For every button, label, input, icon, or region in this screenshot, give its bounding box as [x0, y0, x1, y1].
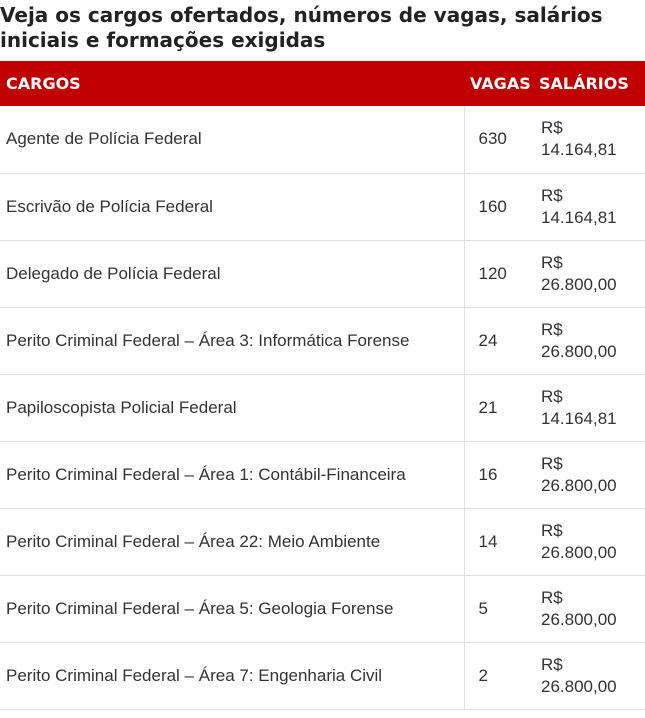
table-body [0, 106, 645, 709]
cargo-cell: Perito Criminal Federal – Área 1: Contábil-Financeira [0, 441, 464, 508]
table-row [0, 374, 645, 441]
salario-value: 26.800,00 [541, 542, 617, 562]
vagas-cell: 120 [478, 263, 507, 283]
salario-cell [533, 240, 645, 307]
salario-cell [533, 374, 645, 441]
salario-cell [533, 106, 645, 173]
salario-currency: R$ [541, 185, 563, 205]
salario-value: 26.800,00 [541, 274, 617, 294]
table-row [0, 106, 645, 173]
salario-value: 14.164,81 [541, 140, 617, 160]
salario-value: 26.800,00 [541, 341, 617, 361]
cargo-cell: Perito Criminal Federal – Área 22: Meio Ambiente [0, 508, 464, 575]
table-row [0, 240, 645, 307]
salario-cell [533, 307, 645, 374]
salario-cell [533, 173, 645, 240]
salario-value: 14.164,81 [541, 408, 617, 428]
header-cargos: CARGOS [6, 74, 81, 93]
salario-currency: R$ [541, 587, 563, 607]
cargo-cell: Papiloscopista Policial Federal [0, 374, 464, 441]
salario-currency: R$ [541, 319, 563, 339]
cargo-cell: Perito Criminal Federal – Área 3: Informática Forense [0, 307, 464, 374]
header-vagas: VAGAS [470, 74, 531, 93]
page-title-line-1: Veja os cargos ofertados, números de vagas, salários [0, 3, 603, 27]
table-row [0, 508, 645, 575]
salario-currency: R$ [541, 386, 563, 406]
table-row [0, 441, 645, 508]
table-row [0, 575, 645, 642]
vagas-cell: 5 [478, 598, 488, 618]
cargo-cell: Perito Criminal Federal – Área 5: Geologia Forense [0, 575, 464, 642]
salario-value: 26.800,00 [541, 475, 617, 495]
vagas-cell: 630 [478, 129, 507, 149]
table-row [0, 173, 645, 240]
header-salarios: SALÁRIOS [539, 74, 629, 93]
vagas-cell: 21 [478, 397, 498, 417]
salario-value: 26.800,00 [541, 609, 617, 629]
salario-currency: R$ [541, 520, 563, 540]
salario-cell [533, 642, 645, 709]
cargo-cell: Delegado de Polícia Federal [0, 240, 464, 307]
salario-cell [533, 508, 645, 575]
table-header [0, 61, 645, 106]
salario-cell [533, 575, 645, 642]
table-header-row [0, 61, 645, 106]
table-row [0, 642, 645, 709]
salario-currency: R$ [541, 453, 563, 473]
cargos-table [0, 61, 645, 710]
salario-value: 14.164,81 [541, 207, 617, 227]
vagas-cell: 24 [478, 330, 498, 350]
vagas-cell: 16 [478, 464, 498, 484]
salario-currency: R$ [541, 654, 563, 674]
vagas-cell: 14 [478, 531, 498, 551]
page-title-line-2: iniciais e formações exigidas [0, 28, 326, 52]
vagas-cell: 160 [478, 196, 507, 216]
page-title [0, 0, 645, 61]
salario-currency: R$ [541, 118, 563, 138]
salario-value: 26.800,00 [541, 676, 617, 696]
table-row [0, 307, 645, 374]
cargo-cell: Agente de Polícia Federal [0, 106, 464, 173]
salario-cell [533, 441, 645, 508]
cargo-cell: Escrivão de Polícia Federal [0, 173, 464, 240]
salario-currency: R$ [541, 252, 563, 272]
cargo-cell: Perito Criminal Federal – Área 7: Engenharia Civil [0, 642, 464, 709]
vagas-cell: 2 [478, 665, 488, 685]
